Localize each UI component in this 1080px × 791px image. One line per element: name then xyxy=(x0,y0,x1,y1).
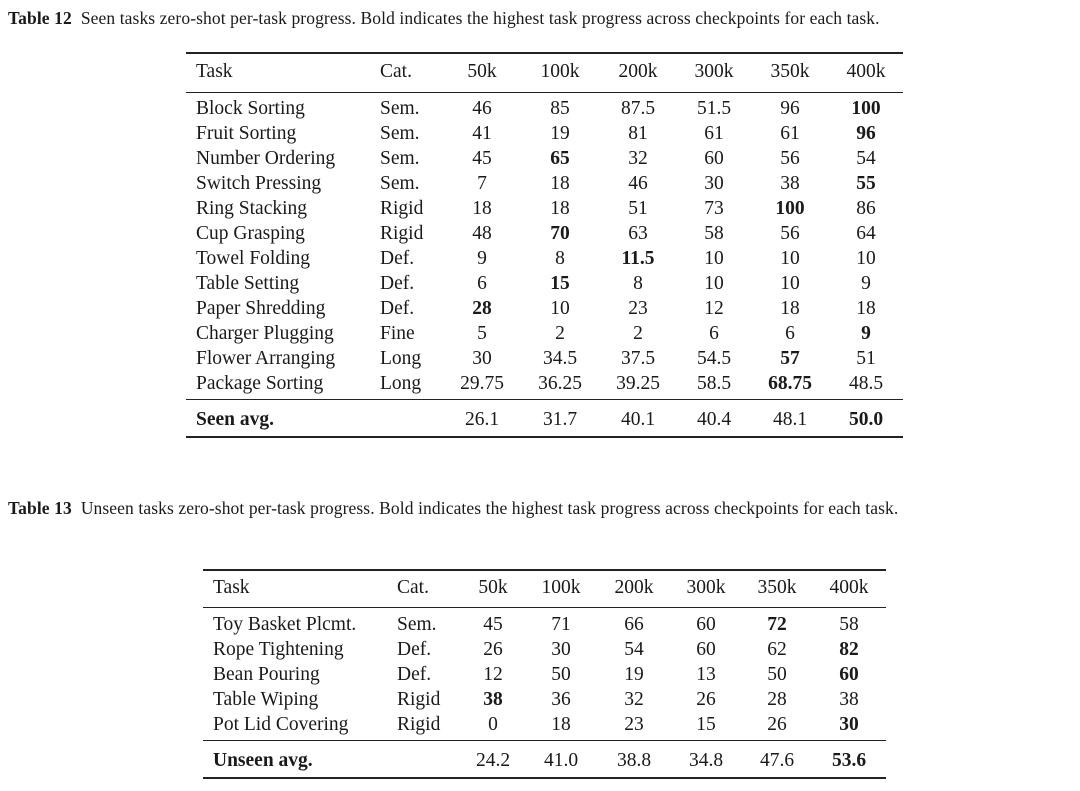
task-cell: Rope Tightening xyxy=(213,639,344,660)
value-350k: 68.75 xyxy=(768,373,812,394)
category-cell: Sem. xyxy=(380,123,420,144)
value-300k: 60 xyxy=(696,614,716,635)
value-350k: 72 xyxy=(767,614,787,635)
category-cell: Cat. xyxy=(380,61,412,82)
table12-caption-number: Table 12 xyxy=(8,8,72,28)
value-50k: 5 xyxy=(477,323,487,344)
value-350k: 48.1 xyxy=(772,409,808,430)
value-300k: 73 xyxy=(704,198,724,219)
table-row xyxy=(186,321,903,346)
value-100k: 18 xyxy=(550,198,570,219)
task-cell: Paper Shredding xyxy=(196,298,326,319)
value-100k: 10 xyxy=(550,298,570,319)
value-200k: 81 xyxy=(628,123,648,144)
value-50k: 26.1 xyxy=(464,409,500,430)
value-300k: 58.5 xyxy=(696,373,732,394)
category-cell: Sem. xyxy=(380,173,420,194)
value-400k: 400k xyxy=(846,61,886,82)
value-400k: 54 xyxy=(856,148,876,169)
value-300k: 34.8 xyxy=(688,750,724,771)
value-300k: 10 xyxy=(704,248,724,269)
value-400k: 9 xyxy=(861,323,871,344)
value-400k: 38 xyxy=(839,689,859,710)
category-cell: Def. xyxy=(397,664,432,685)
value-300k: 10 xyxy=(704,273,724,294)
value-200k: 200k xyxy=(614,577,654,598)
value-400k: 64 xyxy=(856,223,876,244)
value-50k: 9 xyxy=(477,248,487,269)
value-100k: 30 xyxy=(551,639,571,660)
value-200k: 200k xyxy=(618,61,658,82)
task-cell: Cup Grasping xyxy=(196,223,305,244)
value-200k: 23 xyxy=(624,714,644,735)
value-100k: 36.25 xyxy=(538,373,582,394)
value-100k: 2 xyxy=(555,323,565,344)
value-100k: 36 xyxy=(551,689,571,710)
value-300k: 300k xyxy=(686,577,726,598)
task-cell: Table Setting xyxy=(196,273,300,294)
value-200k: 38.8 xyxy=(616,750,652,771)
task-cell: Fruit Sorting xyxy=(196,123,297,144)
value-200k: 66 xyxy=(624,614,644,635)
value-200k: 32 xyxy=(628,148,648,169)
table13-caption-text: Unseen tasks zero-shot per-task progress. Bold indicates the highest task progress across checkpoints for each task. xyxy=(80,498,899,518)
value-400k: 53.6 xyxy=(831,750,867,771)
task-cell: Flower Arranging xyxy=(196,348,336,369)
category-cell: Def. xyxy=(397,639,432,660)
value-350k: 47.6 xyxy=(759,750,795,771)
task-cell: Block Sorting xyxy=(196,98,305,119)
avg-label: Unseen avg. xyxy=(213,750,313,771)
category-cell: Rigid xyxy=(397,689,441,710)
value-100k: 70 xyxy=(550,223,570,244)
category-cell: Long xyxy=(380,373,422,394)
value-100k: 34.5 xyxy=(542,348,578,369)
value-200k: 2 xyxy=(633,323,643,344)
value-400k: 86 xyxy=(856,198,876,219)
value-350k: 18 xyxy=(780,298,800,319)
value-50k: 7 xyxy=(477,173,487,194)
value-400k: 51 xyxy=(856,348,876,369)
value-300k: 54.5 xyxy=(696,348,732,369)
value-300k: 13 xyxy=(696,664,716,685)
category-cell: Sem. xyxy=(380,148,420,169)
value-200k: 87.5 xyxy=(620,98,656,119)
value-300k: 61 xyxy=(704,123,724,144)
value-100k: 18 xyxy=(551,714,571,735)
table-rule xyxy=(186,52,903,54)
value-350k: 6 xyxy=(785,323,795,344)
value-400k: 100 xyxy=(851,98,881,119)
table-row xyxy=(186,346,903,371)
value-50k: 26 xyxy=(483,639,503,660)
table-header-row xyxy=(186,59,903,84)
table-row xyxy=(186,221,903,246)
table-avg-row xyxy=(186,407,903,432)
value-350k: 26 xyxy=(767,714,787,735)
category-cell: Rigid xyxy=(380,223,424,244)
value-400k: 18 xyxy=(856,298,876,319)
table-rule xyxy=(186,399,903,400)
value-300k: 12 xyxy=(704,298,724,319)
value-350k: 57 xyxy=(780,348,800,369)
table-row xyxy=(186,246,903,271)
value-200k: 63 xyxy=(628,223,648,244)
category-cell: Long xyxy=(380,348,422,369)
value-350k: 50 xyxy=(767,664,787,685)
value-200k: 40.1 xyxy=(620,409,656,430)
value-50k: 50k xyxy=(478,577,508,598)
table-row xyxy=(186,296,903,321)
value-350k: 56 xyxy=(780,148,800,169)
task-cell: Ring Stacking xyxy=(196,198,308,219)
value-350k: 350k xyxy=(757,577,797,598)
value-200k: 32 xyxy=(624,689,644,710)
value-50k: 30 xyxy=(472,348,492,369)
task-cell: Number Ordering xyxy=(196,148,336,169)
value-50k: 6 xyxy=(477,273,487,294)
value-50k: 18 xyxy=(472,198,492,219)
value-300k: 40.4 xyxy=(696,409,732,430)
table-rule xyxy=(203,777,886,779)
value-400k: 58 xyxy=(839,614,859,635)
value-200k: 46 xyxy=(628,173,648,194)
value-100k: 15 xyxy=(550,273,570,294)
category-cell: Fine xyxy=(380,323,415,344)
value-350k: 100 xyxy=(775,198,805,219)
value-400k: 82 xyxy=(839,639,859,660)
value-400k: 30 xyxy=(839,714,859,735)
task-cell: Switch Pressing xyxy=(196,173,322,194)
value-300k: 6 xyxy=(709,323,719,344)
value-100k: 8 xyxy=(555,248,565,269)
table-row xyxy=(203,687,886,712)
value-400k: 10 xyxy=(856,248,876,269)
value-300k: 58 xyxy=(704,223,724,244)
value-400k: 96 xyxy=(856,123,876,144)
value-350k: 61 xyxy=(780,123,800,144)
value-350k: 28 xyxy=(767,689,787,710)
value-300k: 51.5 xyxy=(696,98,732,119)
table-row xyxy=(186,271,903,296)
table-rule xyxy=(203,607,886,608)
value-350k: 56 xyxy=(780,223,800,244)
table12-caption xyxy=(8,6,1076,31)
task-cell: Task xyxy=(196,61,233,82)
table-row xyxy=(186,196,903,221)
value-100k: 19 xyxy=(550,123,570,144)
table-row xyxy=(203,612,886,637)
value-350k: 38 xyxy=(780,173,800,194)
table-row xyxy=(186,371,903,396)
task-cell: Pot Lid Covering xyxy=(213,714,349,735)
category-cell: Cat. xyxy=(397,577,429,598)
category-cell: Sem. xyxy=(397,614,437,635)
task-cell: Task xyxy=(213,577,250,598)
value-300k: 15 xyxy=(696,714,716,735)
value-100k: 41.0 xyxy=(543,750,579,771)
value-200k: 54 xyxy=(624,639,644,660)
value-100k: 71 xyxy=(551,614,571,635)
value-50k: 29.75 xyxy=(460,373,504,394)
task-cell: Toy Basket Plcmt. xyxy=(213,614,357,635)
category-cell: Def. xyxy=(380,273,415,294)
table-row xyxy=(186,121,903,146)
value-50k: 41 xyxy=(472,123,492,144)
value-400k: 55 xyxy=(856,173,876,194)
task-cell: Charger Plugging xyxy=(196,323,334,344)
category-cell: Rigid xyxy=(397,714,441,735)
table-row xyxy=(186,146,903,171)
value-50k: 0 xyxy=(488,714,498,735)
table-rule xyxy=(203,569,886,571)
table-rule xyxy=(186,92,903,93)
category-cell: Def. xyxy=(380,248,415,269)
task-cell: Towel Folding xyxy=(196,248,311,269)
value-400k: 60 xyxy=(839,664,859,685)
value-300k: 30 xyxy=(704,173,724,194)
value-200k: 37.5 xyxy=(620,348,656,369)
category-cell: Def. xyxy=(380,298,415,319)
table-rule xyxy=(186,436,903,438)
table-avg-row xyxy=(203,748,886,773)
table12-caption-text: Seen tasks zero-shot per-task progress. Bold indicates the highest task progress across checkpoints for each task. xyxy=(80,8,880,28)
table-row xyxy=(203,662,886,687)
value-400k: 48.5 xyxy=(848,373,884,394)
table13-caption xyxy=(8,496,1076,521)
value-400k: 9 xyxy=(861,273,871,294)
value-200k: 8 xyxy=(633,273,643,294)
value-300k: 26 xyxy=(696,689,716,710)
value-100k: 31.7 xyxy=(542,409,578,430)
value-50k: 48 xyxy=(472,223,492,244)
task-cell: Package Sorting xyxy=(196,373,324,394)
table-row xyxy=(203,712,886,737)
value-200k: 39.25 xyxy=(616,373,660,394)
value-50k: 45 xyxy=(483,614,503,635)
value-50k: 24.2 xyxy=(475,750,511,771)
value-400k: 400k xyxy=(829,577,869,598)
value-50k: 50k xyxy=(467,61,497,82)
value-300k: 60 xyxy=(704,148,724,169)
value-100k: 100k xyxy=(541,577,581,598)
value-350k: 62 xyxy=(767,639,787,660)
value-50k: 38 xyxy=(483,689,503,710)
value-100k: 100k xyxy=(540,61,580,82)
value-100k: 18 xyxy=(550,173,570,194)
value-50k: 45 xyxy=(472,148,492,169)
value-50k: 12 xyxy=(483,664,503,685)
avg-label: Seen avg. xyxy=(196,409,274,430)
value-200k: 23 xyxy=(628,298,648,319)
value-300k: 300k xyxy=(694,61,734,82)
value-350k: 350k xyxy=(770,61,810,82)
value-100k: 50 xyxy=(551,664,571,685)
table-row xyxy=(186,171,903,196)
table-row xyxy=(186,96,903,121)
value-100k: 85 xyxy=(550,98,570,119)
value-300k: 60 xyxy=(696,639,716,660)
table-rule xyxy=(203,740,886,741)
table12 xyxy=(186,52,903,442)
value-350k: 10 xyxy=(780,273,800,294)
category-cell: Sem. xyxy=(380,98,420,119)
value-100k: 65 xyxy=(550,148,570,169)
category-cell: Rigid xyxy=(380,198,424,219)
task-cell: Bean Pouring xyxy=(213,664,320,685)
table-row xyxy=(203,637,886,662)
task-cell: Table Wiping xyxy=(213,689,319,710)
value-200k: 11.5 xyxy=(621,248,655,269)
value-350k: 96 xyxy=(780,98,800,119)
table13 xyxy=(203,569,886,784)
value-350k: 10 xyxy=(780,248,800,269)
value-200k: 51 xyxy=(628,198,648,219)
table-header-row xyxy=(203,575,886,600)
value-50k: 46 xyxy=(472,98,492,119)
table13-caption-number: Table 13 xyxy=(8,498,72,518)
value-50k: 28 xyxy=(472,298,492,319)
value-400k: 50.0 xyxy=(848,409,884,430)
value-200k: 19 xyxy=(624,664,644,685)
